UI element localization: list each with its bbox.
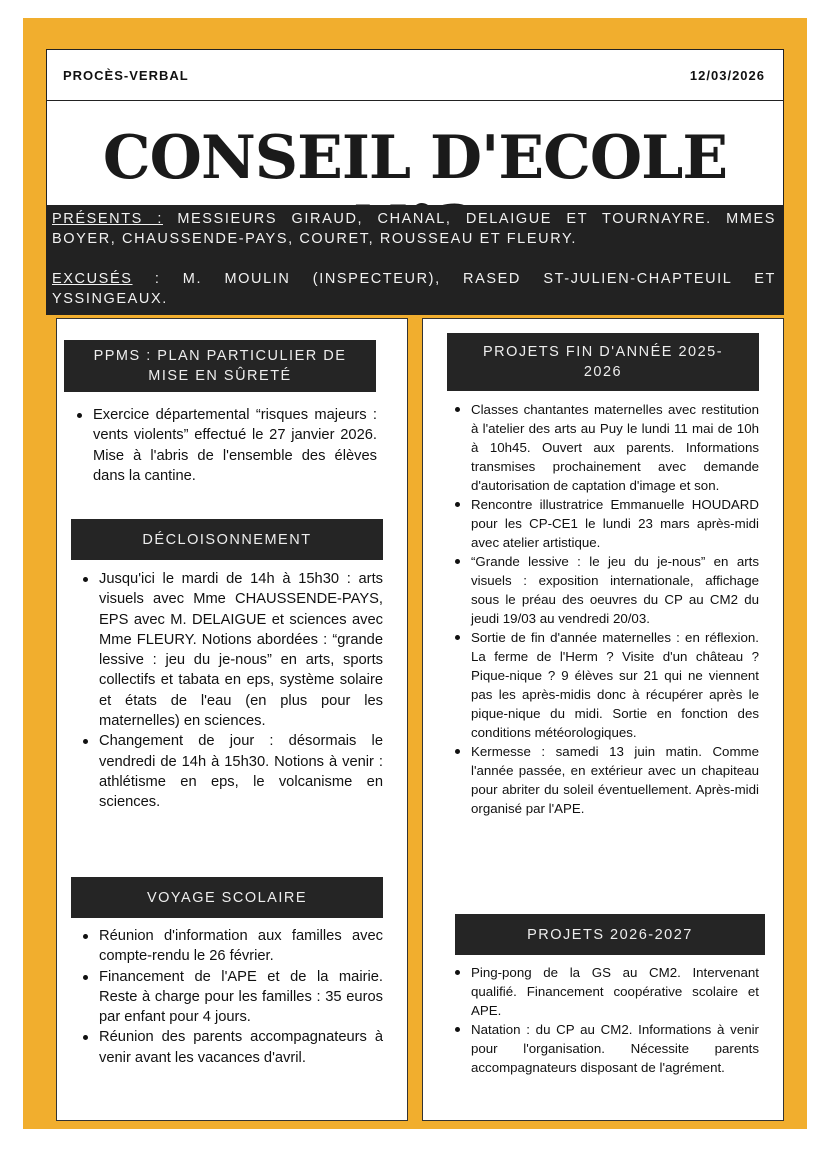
title-banner	[46, 101, 784, 205]
list-item: Réunion des parents accompagnateurs à venir avant les vacances d'avril.	[77, 1027, 383, 1068]
list-item: Rencontre illustratrice Emmanuelle HOUDARD pour les CP-CE1 le lundi 23 mars après-midi avec atelier artistique.	[449, 495, 759, 552]
list-item: Sortie de fin d'année maternelles : en réflexion. La ferme de l'Herm ? Visite d'un château ? Pique-nique ? 9 élèves sur 21 qui ne viennent pas les après-midis donc à récupérer après le pique-nique du midi. Sortie en fonction des conditions météorologiques.	[449, 628, 759, 742]
projets-fin-annee-list	[449, 400, 759, 818]
list-item: Exercice départemental “risques majeurs : vents violents” effectué le 27 janvier 2026. Mise à l'abris de l'ensemble des élèves dans la cantine.	[71, 405, 377, 486]
list-item: Financement de l'APE et de la mairie. Reste à charge pour les familles : 35 euros par enfant pour 4 jours.	[77, 967, 383, 1028]
ppms-list	[71, 405, 377, 486]
section-title-voyage: VOYAGE SCOLAIRE	[71, 877, 383, 918]
document-type-label: PROCÈS-VERBAL	[63, 68, 189, 83]
voyage-list	[77, 926, 383, 1068]
section-title-projets-fin-annee: PROJETS FIN D'ANNÉE 2025-2026	[447, 333, 759, 391]
right-column	[422, 318, 784, 1121]
section-title-decloisonnement: DÉCLOISONNEMENT	[71, 519, 383, 560]
present-text: MESSIEURS GIRAUD, CHANAL, DELAIGUE ET TOURNAYRE. MMES BOYER, CHAUSSENDE-PAYS, COURET, ROUSSEAU ET FLEURY.	[52, 211, 777, 247]
list-item: Réunion d'information aux familles avec compte-rendu le 26 février.	[77, 926, 383, 967]
left-column	[56, 318, 408, 1121]
page-title: CONSEIL D'ECOLE	[102, 123, 728, 193]
header-bar	[46, 49, 784, 101]
section-title-ppms: PPMS : PLAN PARTICULIER DE MISE EN SÛRETÉ	[64, 340, 376, 392]
list-item: “Grande lessive : le jeu du je-nous” en arts visuels : exposition internationale, affichage sous le préau des oeuvres du CP au CM2 du jeudi 19/03 au vendredi 20/03.	[449, 552, 759, 628]
list-item: Jusqu'ici le mardi de 14h à 15h30 : arts visuels avec Mme CHAUSSENDE-PAYS, EPS avec M. DELAIGUE et sciences avec Mme FLEURY. Notions abordées : “grande lessive : jeu du je-nous” en arts, sports collectifs et tabata en eps, système solaire et états de l'eau (en plus pour les maternelles) en sciences.	[77, 569, 383, 731]
present-paragraph	[52, 209, 776, 249]
list-item: Ping-pong de la GS au CM2. Intervenant qualifié. Financement coopérative scolaire et APE.	[449, 963, 759, 1020]
attendance-box	[46, 205, 784, 315]
projets-2026-2027-list	[449, 963, 759, 1077]
excused-paragraph	[52, 269, 776, 309]
list-item: Kermesse : samedi 13 juin matin. Comme l'année passée, en extérieur avec un chapiteau pour abriter du soleil éventuellement. Après-midi organisé par l'APE.	[449, 742, 759, 818]
decloisonnement-list	[77, 569, 383, 813]
list-item: Natation : du CP au CM2. Informations à venir pour l'organisation. Nécessite parents accompagnateurs disposant de l'agrément.	[449, 1020, 759, 1077]
list-item: Classes chantantes maternelles avec restitution à l'atelier des arts au Puy le lundi 11 mai de 10h à 10h45. Ouvert aux parents. Informations transmises prochainement avec demande d'autorisation de captation d'image et son.	[449, 400, 759, 495]
excused-text: : M. MOULIN (INSPECTEUR), RASED ST-JULIEN-CHAPTEUIL ET YSSINGEAUX.	[52, 271, 776, 307]
excused-label: EXCUSÉS	[52, 271, 133, 287]
list-item: Changement de jour : désormais le vendredi de 14h à 15h30. Notions à venir : athlétisme en eps, le volcanisme en sciences.	[77, 731, 383, 812]
document-date: 12/03/2026	[689, 68, 765, 83]
present-label: PRÉSENTS :	[52, 211, 163, 227]
section-title-projets-2026-2027: PROJETS 2026-2027	[455, 914, 765, 955]
